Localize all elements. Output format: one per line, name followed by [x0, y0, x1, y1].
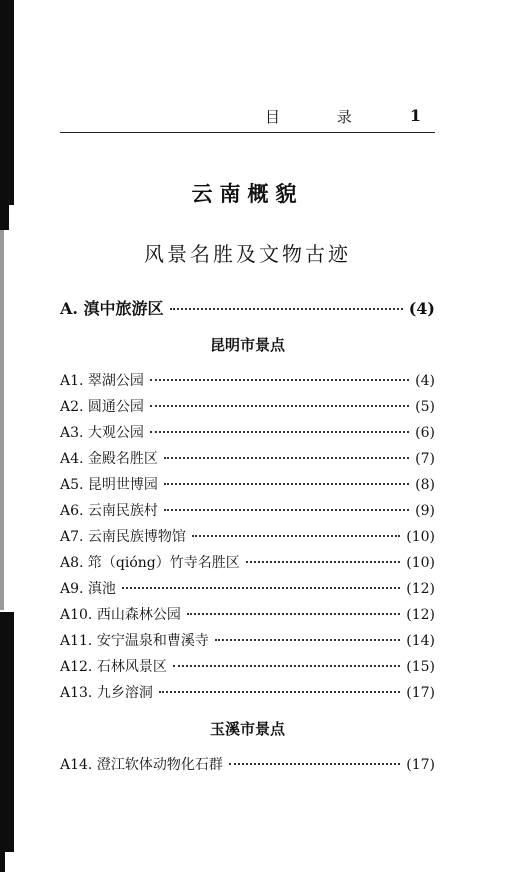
toc-entry[interactable]: [60, 370, 435, 390]
leader-dots: [229, 763, 400, 765]
toc-entry[interactable]: [60, 526, 435, 546]
toc-entry-label: A2. 圆通公园: [60, 399, 144, 415]
section-title: 风景名胜及文物古迹: [144, 242, 351, 266]
toc-main-entry[interactable]: [60, 296, 435, 319]
toc-entry-page: (4): [408, 299, 435, 318]
toc-entry-label: A. 滇中旅游区: [60, 299, 164, 318]
toc-entry-page: (17): [406, 757, 435, 773]
toc-entry-page: (12): [406, 581, 435, 597]
leader-dots: [164, 483, 409, 485]
toc-entry[interactable]: [60, 604, 435, 624]
toc-entry[interactable]: [60, 448, 435, 468]
header-title: 目 录: [265, 108, 378, 126]
chapter-title: 云南概貌: [191, 181, 304, 206]
page-number: 1: [409, 106, 421, 125]
toc-entry-label: A9. 滇池: [60, 581, 116, 597]
toc-entry-page: (15): [406, 659, 435, 675]
leader-dots: [159, 691, 400, 693]
subsection-heading: 玉溪市景点: [209, 720, 285, 738]
leader-dots: [170, 308, 403, 310]
toc-entry[interactable]: [60, 656, 435, 676]
toc-entry-label: A11. 安宁温泉和曹溪寺: [60, 633, 209, 649]
leader-dots: [122, 587, 400, 589]
toc-entry[interactable]: [60, 682, 435, 702]
toc-entry-label: A7. 云南民族博物馆: [60, 529, 186, 545]
toc-entry-page: (8): [415, 477, 435, 493]
toc-entry-page: (4): [415, 373, 435, 389]
leader-dots: [150, 379, 409, 381]
leader-dots: [215, 639, 400, 641]
toc-entry-page: (14): [406, 633, 435, 649]
toc-entry[interactable]: [60, 754, 435, 774]
toc-entry-label: A1. 翠湖公园: [60, 373, 144, 389]
leader-dots: [150, 431, 409, 433]
toc-entry-page: (9): [415, 503, 435, 519]
toc-entry-page: (12): [406, 607, 435, 623]
scan-binding-shadow: [0, 852, 5, 872]
toc-entry[interactable]: [60, 500, 435, 520]
leader-dots: [192, 535, 400, 537]
toc-entry-page: (10): [406, 555, 435, 571]
toc-entry-label: A10. 西山森林公园: [60, 607, 181, 623]
leader-dots: [164, 509, 409, 511]
toc-entry-label: A8. 筇（qióng）竹寺名胜区: [60, 555, 240, 571]
scan-binding-shadow: [0, 230, 4, 610]
toc-entry-label: A13. 九乡溶洞: [60, 685, 153, 701]
toc-entry[interactable]: [60, 578, 435, 598]
leader-dots: [246, 561, 400, 563]
leader-dots: [150, 405, 409, 407]
scan-binding-shadow: [0, 0, 14, 205]
running-header: [60, 98, 435, 133]
toc-entry[interactable]: [60, 552, 435, 572]
subsection-heading: 昆明市景点: [209, 336, 285, 354]
toc-entry-page: (7): [415, 451, 435, 467]
toc-entry-label: A5. 昆明世博园: [60, 477, 158, 493]
toc-entry-label: A6. 云南民族村: [60, 503, 158, 519]
leader-dots: [173, 665, 400, 667]
scan-binding-shadow: [0, 612, 14, 852]
toc-entry[interactable]: [60, 396, 435, 416]
toc-entry-page: (17): [406, 685, 435, 701]
toc-entry-label: A3. 大观公园: [60, 425, 144, 441]
toc-entry[interactable]: [60, 422, 435, 442]
toc-entry-label: A14. 澄江软体动物化石群: [60, 757, 223, 773]
scan-binding-shadow: [0, 205, 9, 230]
toc-entry-page: (6): [415, 425, 435, 441]
leader-dots: [187, 613, 400, 615]
toc-entry-label: A4. 金殿名胜区: [60, 451, 158, 467]
toc-entry-label: A12. 石林风景区: [60, 659, 167, 675]
leader-dots: [164, 457, 409, 459]
toc-entry[interactable]: [60, 630, 435, 650]
toc-entry-page: (5): [415, 399, 435, 415]
toc-entry[interactable]: [60, 474, 435, 494]
toc-entry-page: (10): [406, 529, 435, 545]
